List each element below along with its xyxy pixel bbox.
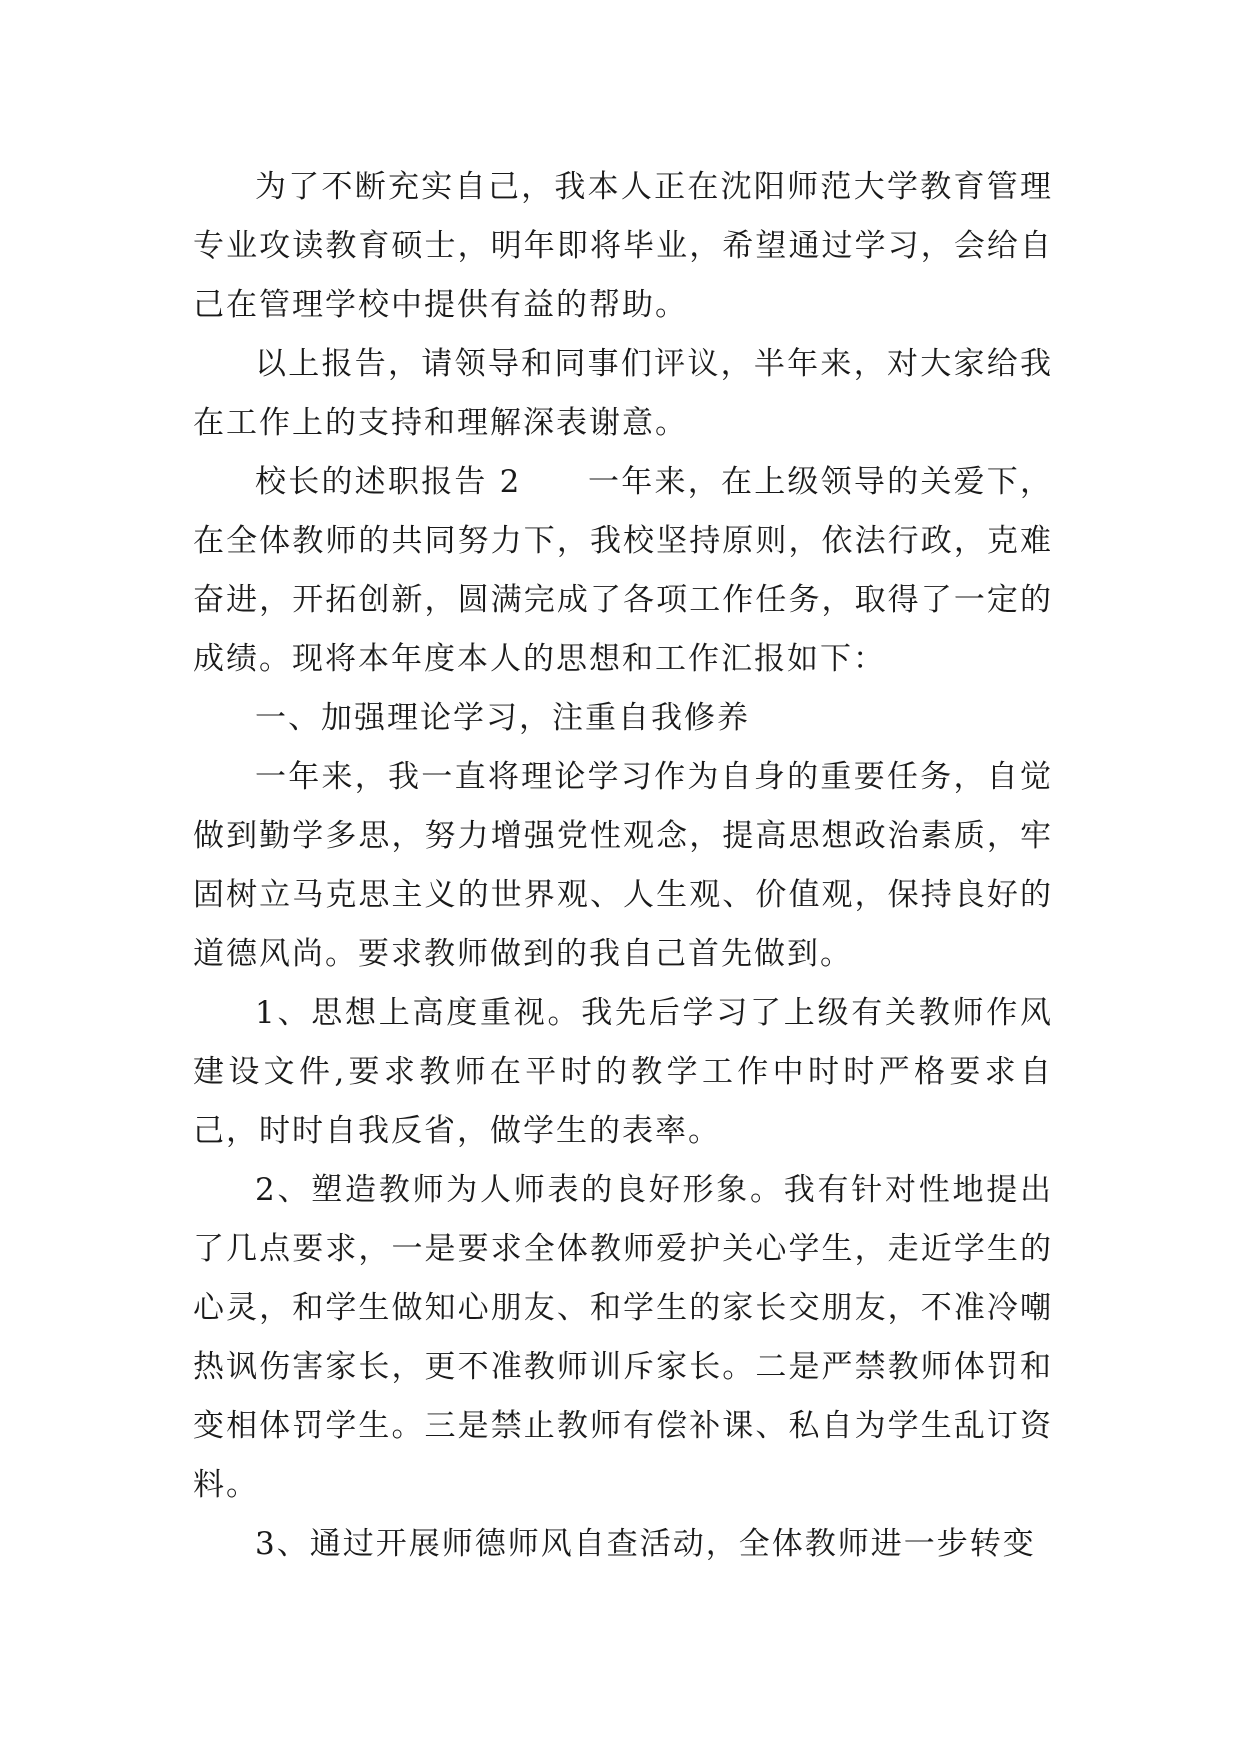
paragraph-3: 校长的述职报告 2 一年来，在上级领导的关爱下，在全体教师的共同努力下，我校坚持原则，依法行政，克难奋进，开拓创新，圆满完成了各项工作任务，取得了一定的成绩。现将本年度本人的思想和工作汇报如下： [193, 464, 1053, 677]
paragraph-1: 为了不断充实自己，我本人正在沈阳师范大学教育管理专业攻读教育硕士，明年即将毕业，希望通过学习，会给自己在管理学校中提供有益的帮助。 [193, 169, 1053, 323]
document-body [193, 158, 1053, 1574]
section-heading-1: 一、加强理论学习，注重自我修养 [255, 700, 750, 736]
paragraph-5: 1、思想上高度重视。我先后学习了上级有关教师作风建设文件,要求教师在平时的教学工作中时时严格要求自己，时时自我反省，做学生的表率。 [193, 995, 1053, 1149]
paragraph-4: 一年来，我一直将理论学习作为自身的重要任务，自觉做到勤学多思，努力增强党性观念，提高思想政治素质，牢固树立马克思主义的世界观、人生观、价值观，保持良好的道德风尚。要求教师做到的我自己首先做到。 [193, 759, 1053, 972]
paragraph-6: 2、塑造教师为人师表的良好形象。我有针对性地提出了几点要求，一是要求全体教师爱护关心学生，走近学生的心灵，和学生做知心朋友、和学生的家长交朋友，不准冷嘲热讽伤害家长，更不准教师训斥家长。二是严禁教师体罚和变相体罚学生。三是禁止教师有偿补课、私自为学生乱订资料。 [193, 1172, 1053, 1503]
paragraph-7: 3、通过开展师德师风自查活动，全体教师进一步转变 [255, 1526, 1036, 1562]
paragraph-2: 以上报告，请领导和同事们评议，半年来，对大家给我在工作上的支持和理解深表谢意。 [193, 346, 1053, 441]
